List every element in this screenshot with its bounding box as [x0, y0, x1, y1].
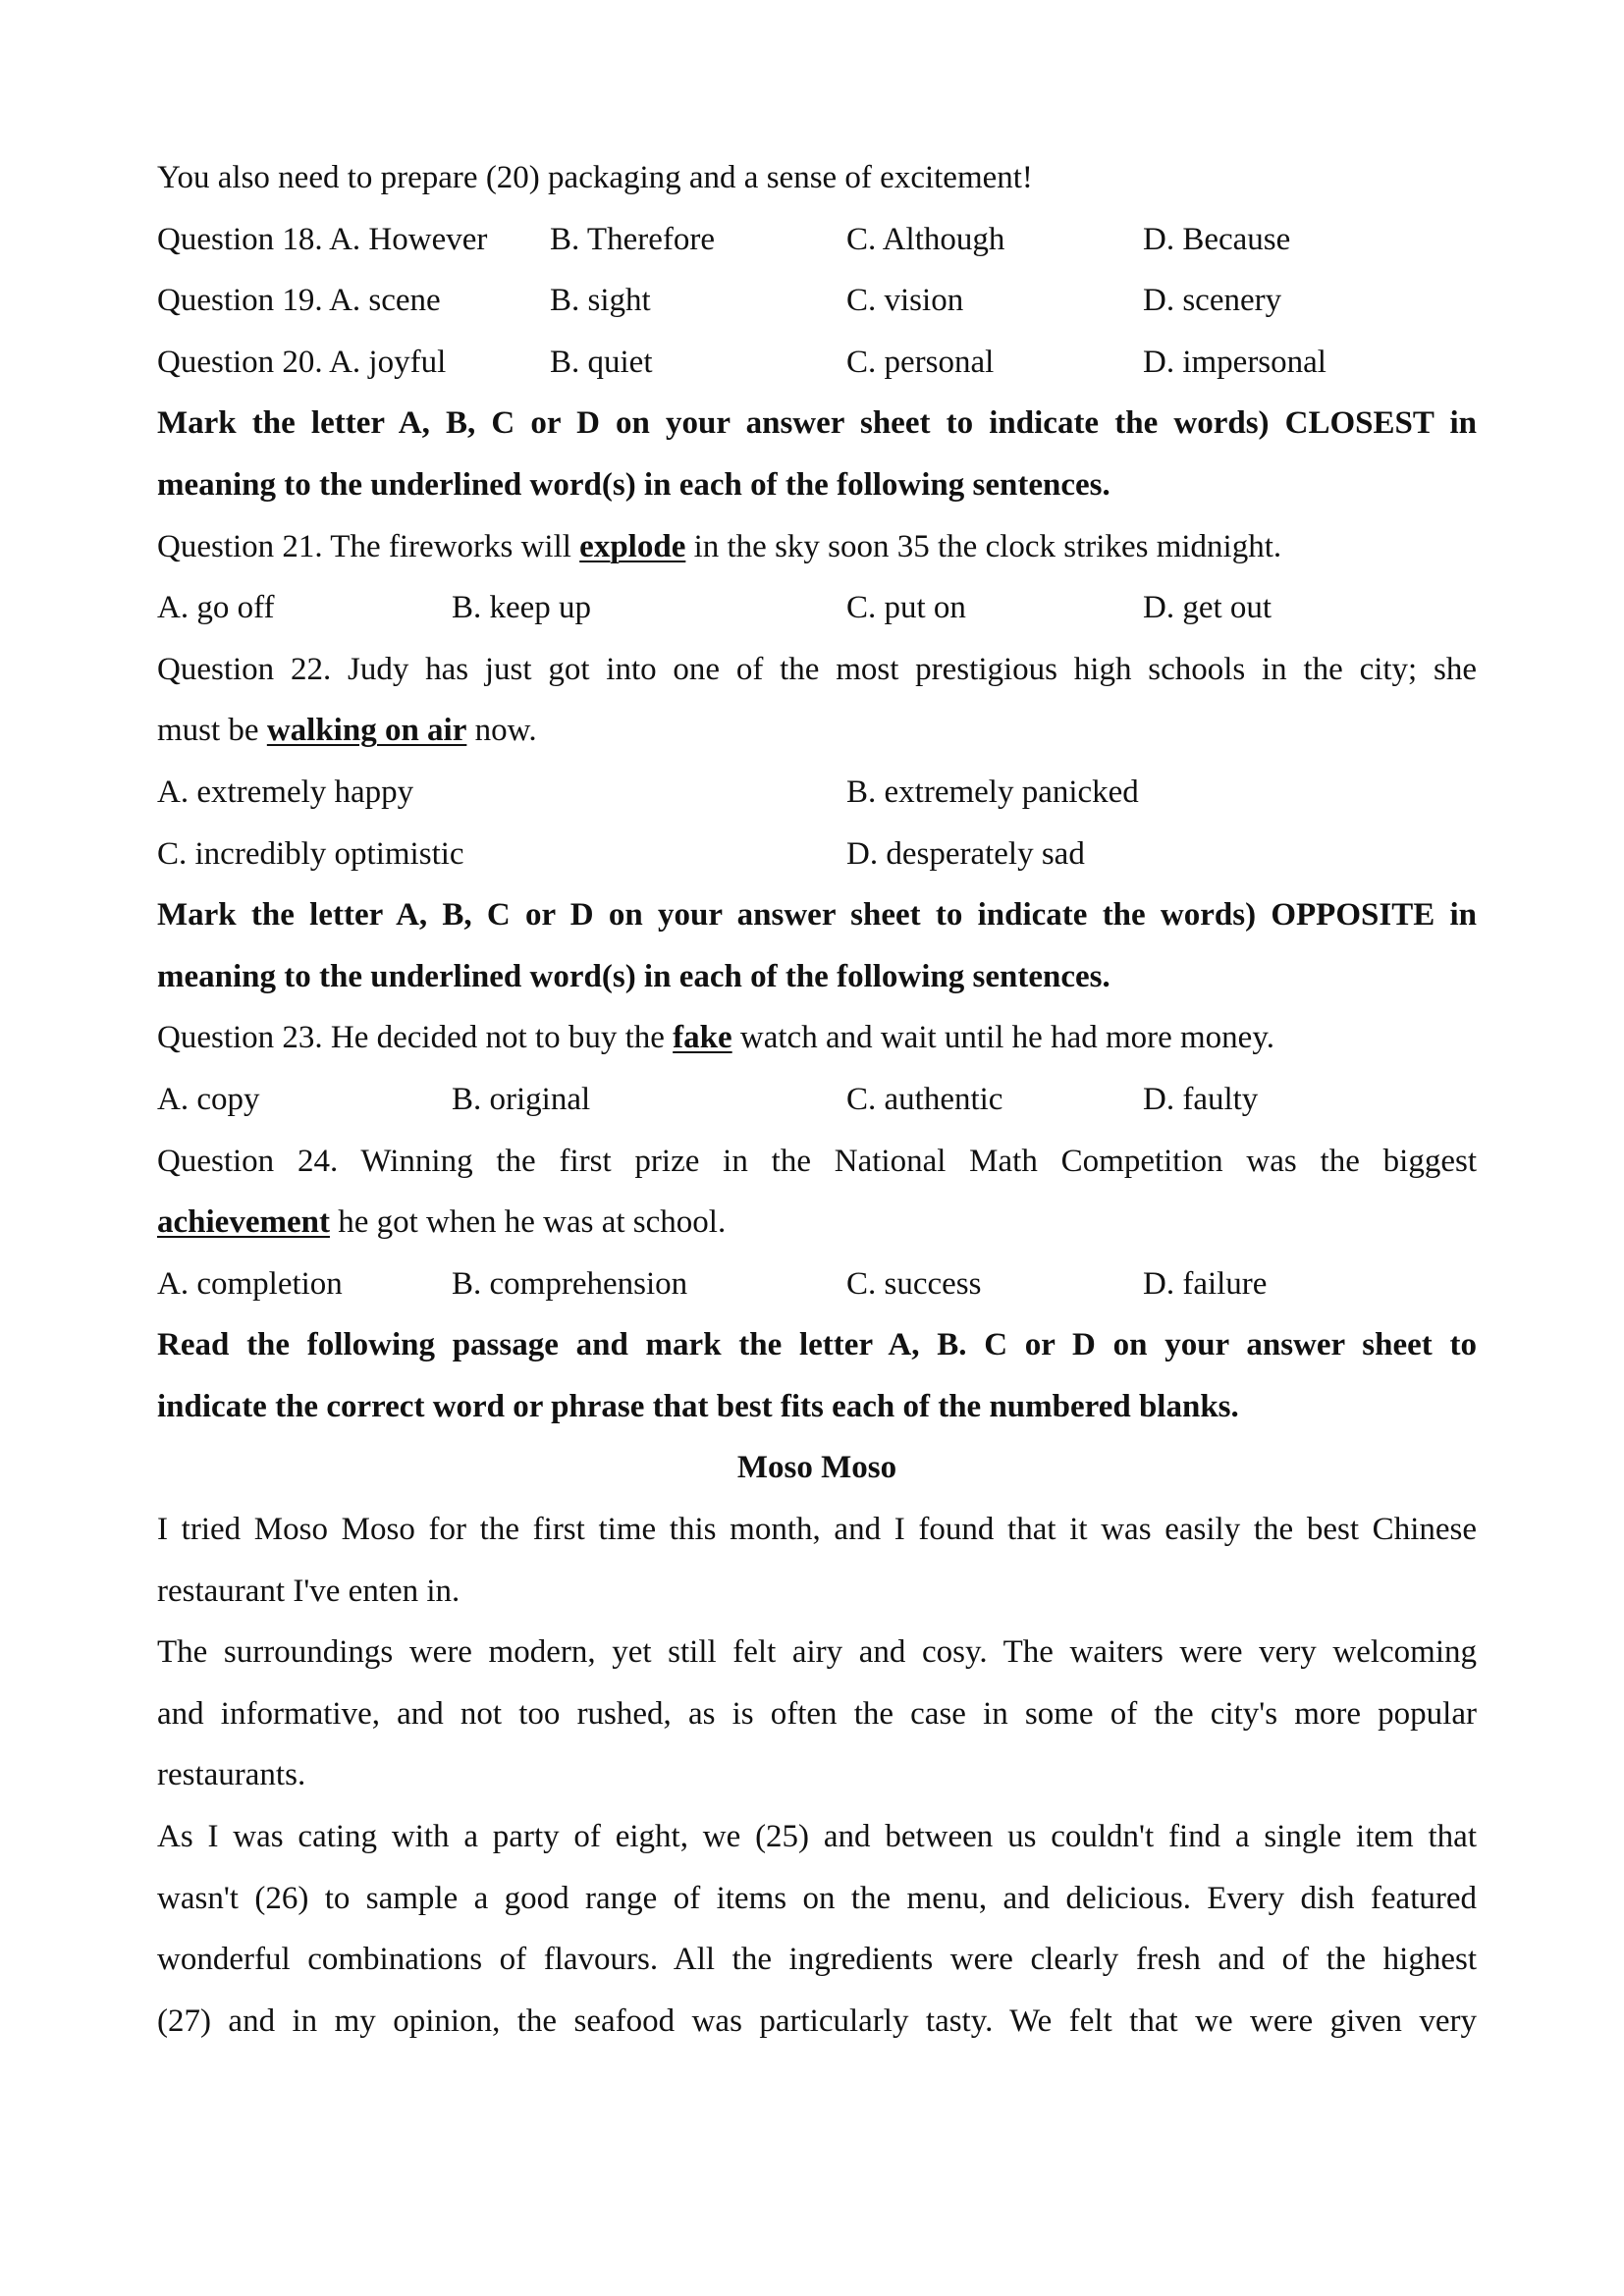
q22-underlined-phrase: walking on air	[266, 713, 467, 749]
passage-title: Moso Moso	[736, 1450, 897, 1486]
instruction-closest-line2: meaning to the underlined word(s) in each of the following sentences.	[157, 466, 1110, 503]
passage-p1-line1: I tried Moso Moso for the first time this month, and I found that it was easily the best Chinese	[157, 1512, 1477, 1548]
question-22-stem-line1: Question 22. Judy has just got into one of the most prestigious high schools in the city; she	[157, 651, 1477, 687]
question-19	[157, 270, 1477, 332]
q23-pre: Question 23. He decided not to buy the	[157, 1020, 674, 1056]
q23-option-d: D. faulty	[1143, 1081, 1259, 1117]
page-content	[157, 147, 1477, 2052]
instruction-opposite-line1: Mark the letter A, B, C or D on your answer sheet to indicate the words) OPPOSITE in	[157, 897, 1477, 934]
question-22-options-row2	[157, 824, 1477, 885]
q21-option-c: C. put on	[846, 590, 966, 626]
q22-post: now.	[466, 713, 537, 749]
q23-option-b: B. original	[452, 1081, 591, 1117]
passage-p3-line1: As I was cating with a party of eight, we (25) and between us couldn't find a single item that	[157, 1819, 1477, 1855]
q21-post: in the sky soon 35 the clock strikes midnight.	[685, 528, 1282, 564]
q21-underlined-word: explode	[579, 528, 686, 564]
question-20	[157, 332, 1477, 394]
q19-option-c: C. vision	[846, 283, 964, 319]
question-23-stem	[157, 1007, 1477, 1069]
q19-label-option-a: Question 19. A. scene	[157, 283, 441, 319]
passage-p2-line1: The surroundings were modern, yet still felt airy and cosy. The waiters were very welcoming	[157, 1634, 1477, 1671]
q24-option-b: B. comprehension	[452, 1265, 688, 1302]
q22-option-c: C. incredibly optimistic	[157, 835, 464, 872]
question-22-options-row1	[157, 762, 1477, 824]
q19-option-b: B. sight	[550, 283, 651, 319]
q21-option-b: B. keep up	[452, 590, 592, 626]
q22-option-d: D. desperately sad	[846, 835, 1085, 872]
q20-label-option-a: Question 20. A. joyful	[157, 344, 447, 380]
q18-option-d: D. Because	[1143, 221, 1291, 257]
q18-label-option-a: Question 18. A. However	[157, 221, 488, 257]
passage-p1-line2: restaurant I've enten in.	[157, 1573, 460, 1609]
q24-underlined-word: achievement	[157, 1204, 330, 1241]
q23-option-a: A. copy	[157, 1081, 260, 1117]
intro-line: You also need to prepare (20) packaging and a sense of excitement!	[157, 160, 1033, 195]
q18-option-b: B. Therefore	[550, 221, 715, 257]
q22-pre: must be	[157, 713, 267, 749]
q20-option-b: B. quiet	[550, 344, 653, 380]
instruction-passage-line1: Read the following passage and mark the letter A, B. C or D on your answer sheet to	[157, 1327, 1477, 1363]
passage-p3-line2: wasn't (26) to sample a good range of items on the menu, and delicious. Every dish featured	[157, 1880, 1477, 1916]
question-22-stem-line2	[157, 700, 1477, 762]
passage-p2-line3: restaurants.	[157, 1757, 306, 1793]
question-24-options	[157, 1254, 1477, 1315]
question-21-stem	[157, 516, 1477, 578]
q22-option-b: B. extremely panicked	[846, 774, 1139, 810]
q24-option-c: C. success	[846, 1265, 982, 1302]
question-24-stem-line1: Question 24. Winning the first prize in the National Math Competition was the biggest	[157, 1143, 1477, 1179]
q23-underlined-word: fake	[673, 1020, 732, 1056]
q24-option-d: D. failure	[1143, 1265, 1268, 1302]
q24-post: he got when he was at school.	[329, 1204, 727, 1241]
q22-option-a: A. extremely happy	[157, 774, 414, 810]
q21-option-d: D. get out	[1143, 590, 1272, 626]
q21-option-a: A. go off	[157, 590, 275, 626]
q23-option-c: C. authentic	[846, 1081, 1003, 1117]
q20-option-c: C. personal	[846, 344, 995, 380]
q23-post: watch and wait until he had more money.	[731, 1020, 1274, 1056]
q20-option-d: D. impersonal	[1143, 344, 1326, 380]
question-18	[157, 209, 1477, 271]
passage-p3-line4: (27) and in my opinion, the seafood was particularly tasty. We felt that we were given very	[157, 2002, 1477, 2039]
q24-option-a: A. completion	[157, 1265, 343, 1302]
instruction-closest-line1: Mark the letter A, B, C or D on your answer sheet to indicate the words) CLOSEST in	[157, 405, 1477, 442]
question-21-options	[157, 577, 1477, 639]
passage-p2-line2: and informative, and not too rushed, as is often the case in some of the city's more popular	[157, 1695, 1477, 1732]
q18-option-c: C. Although	[846, 221, 1005, 257]
question-23-options	[157, 1069, 1477, 1131]
instruction-opposite-line2: meaning to the underlined word(s) in each of the following sentences.	[157, 958, 1110, 994]
passage-p3-line3: wonderful combinations of flavours. All the ingredients were clearly fresh and of the highest	[157, 1942, 1477, 1978]
q19-option-d: D. scenery	[1143, 283, 1282, 319]
instruction-passage-line2: indicate the correct word or phrase that best fits each of the numbered blanks.	[157, 1388, 1239, 1424]
question-24-stem-line2	[157, 1192, 1477, 1254]
q21-pre: Question 21. The fireworks will	[157, 528, 580, 564]
